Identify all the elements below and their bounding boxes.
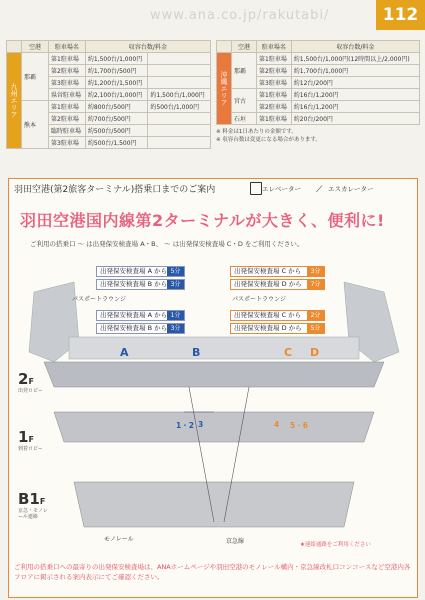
bar-time: 5分 bbox=[167, 267, 184, 276]
table-cell: 県営駐車場 bbox=[49, 89, 86, 101]
table-cell: 約12台/200円 bbox=[291, 77, 419, 89]
floor-b1f: B1F bbox=[18, 490, 46, 508]
floor-1f: 1F bbox=[18, 428, 34, 446]
table-cell: 約1,500台/1,000円 bbox=[148, 89, 211, 101]
floor-b1f-label: 京急・モノレール連絡 bbox=[18, 508, 48, 520]
security-bar-a-1 bbox=[96, 266, 185, 277]
bar-label: 出発保安検査場 A から bbox=[100, 311, 168, 319]
escalator-icon: ⟋ bbox=[316, 185, 323, 195]
table-cell: 約500台/1,000円 bbox=[148, 101, 211, 113]
right-parking-table bbox=[216, 40, 420, 144]
table-cell bbox=[148, 53, 211, 65]
table-cell: 第1駐車場 bbox=[257, 53, 292, 65]
monorail-label: モノレール bbox=[104, 536, 134, 543]
table-cell: 第1駐車場 bbox=[257, 113, 292, 125]
bar-time: 3分 bbox=[167, 280, 184, 289]
table-cell: 第3駐車場 bbox=[49, 137, 86, 149]
counter-5-6: 5・6 bbox=[290, 421, 308, 430]
table-cell: 第1駐車場 bbox=[257, 89, 292, 101]
gate-letter-b: B bbox=[192, 346, 201, 359]
floor-2f: 2F bbox=[18, 370, 34, 388]
table-cell bbox=[148, 65, 211, 77]
table-cell: 第2駐車場 bbox=[49, 113, 86, 125]
security-bar-c-2 bbox=[230, 310, 325, 321]
table-cell: 約1,200台/1,500円 bbox=[85, 77, 148, 89]
table-cell: 約16台/1,200円 bbox=[291, 89, 419, 101]
table-cell: 約20台/200円 bbox=[291, 113, 419, 125]
table-header bbox=[217, 41, 232, 53]
note-line: ※ 料金は1日あたりの金額です。 bbox=[216, 129, 297, 135]
table-cell: 第1駐車場 bbox=[49, 101, 86, 113]
left-parking-table bbox=[6, 40, 211, 149]
security-bar-b-1 bbox=[96, 279, 185, 290]
site-url-watermark: www.ana.co.jp/rakutabi/ bbox=[150, 8, 330, 23]
table-cell: 約2,100台/1,000円 bbox=[85, 89, 148, 101]
bar-time: 7分 bbox=[307, 280, 324, 289]
guide-title: 羽田空港(第2旅客ターミナル)搭乗口までのご案内 bbox=[14, 185, 216, 195]
table-cell: 約1,500台/1,000円 bbox=[85, 53, 148, 65]
table-cell: 約1,500台/1,000円(12時間以上/2,000円) bbox=[291, 53, 419, 65]
floor-2f-label: 出発ロビー bbox=[18, 388, 43, 394]
table-row bbox=[217, 53, 420, 65]
table-header: 収容台数/料金 bbox=[291, 41, 419, 53]
table-notes bbox=[216, 128, 420, 144]
bar-label: 出発保安検査場 D から bbox=[234, 280, 302, 288]
bar-time: 3分 bbox=[167, 324, 184, 333]
table-header: 空港 bbox=[232, 41, 257, 53]
table-cell: 約700台/500円 bbox=[85, 113, 148, 125]
keikyu-label: 京急線 bbox=[226, 538, 245, 545]
floor-1f-label: 到着ロビー bbox=[18, 446, 43, 452]
page-number: 112 bbox=[376, 0, 425, 30]
table-cell: 約500台/1,500円 bbox=[85, 137, 148, 149]
bar-label: 出発保安検査場 B から bbox=[100, 280, 168, 288]
table-cell bbox=[148, 77, 211, 89]
table-header: 収容台数/料金 bbox=[85, 41, 210, 53]
legend-elevator-label: エレベーター bbox=[262, 185, 301, 193]
table-cell: 約16台/1,200円 bbox=[291, 101, 419, 113]
table-cell: 第2駐車場 bbox=[257, 65, 292, 77]
table-cell: 約1,700台/500円 bbox=[85, 65, 148, 77]
table-cell: 第3駐車場 bbox=[257, 77, 292, 89]
table-cell bbox=[148, 113, 211, 125]
table-row bbox=[217, 113, 420, 125]
table-header bbox=[7, 41, 22, 53]
b1-note: ★連絡通路をご利用ください bbox=[300, 542, 371, 548]
note-line: ※ 収容台数は変更になる場合があります。 bbox=[216, 137, 321, 143]
bar-label: 出発保安検査場 C から bbox=[234, 267, 302, 275]
passport-lounge-left: パスポートラウンジ bbox=[72, 296, 126, 303]
table-cell: 第2駐車場 bbox=[257, 101, 292, 113]
security-bar-b-2 bbox=[96, 323, 185, 334]
airport-cell: 宮古 bbox=[232, 89, 257, 113]
table-row bbox=[7, 53, 211, 65]
airport-cell: 那覇 bbox=[22, 53, 49, 101]
table-header: 駐車場名 bbox=[49, 41, 86, 53]
table-cell: 約800台/500円 bbox=[85, 101, 148, 113]
table-cell bbox=[148, 137, 211, 149]
bar-label: 出発保安検査場 A から bbox=[100, 267, 168, 275]
region-label: 沖縄エリア bbox=[217, 53, 232, 125]
table-cell: 約500台/500円 bbox=[85, 125, 148, 137]
table-cell: 第3駐車場 bbox=[49, 77, 86, 89]
airport-cell: 熊本 bbox=[22, 101, 49, 149]
guide-footnote: ご利用の搭乗口への最寄りの出発保安検査場は、ANAホームページや羽田空港のモノレール構内・京急線改札口コンコースなど空港内各フロアに掲示される案内表示にてご確認ください。 bbox=[14, 563, 411, 581]
passport-lounge-right: パスポートラウンジ bbox=[232, 296, 286, 303]
bar-time: 5分 bbox=[307, 324, 324, 333]
counter-3: 3 bbox=[198, 420, 204, 429]
bar-label: 出発保安検査場 C から bbox=[234, 311, 302, 319]
table-header: 空港 bbox=[22, 41, 49, 53]
table-row bbox=[7, 101, 211, 113]
bar-label: 出発保安検査場 D から bbox=[234, 324, 302, 332]
gate-letter-d: D bbox=[310, 346, 320, 359]
security-bar-a-2 bbox=[96, 310, 185, 321]
airport-cell: 石垣 bbox=[232, 113, 257, 125]
table-header: 駐車場名 bbox=[257, 41, 292, 53]
table-cell bbox=[148, 125, 211, 137]
table-cell: 約1,700台/1,000円 bbox=[291, 65, 419, 77]
gate-letter-c: C bbox=[284, 346, 293, 359]
airport-cell: 那覇 bbox=[232, 53, 257, 89]
table-cell: 臨時駐車場 bbox=[49, 125, 86, 137]
bar-time: 2分 bbox=[307, 311, 324, 320]
table-cell: 第1駐車場 bbox=[49, 53, 86, 65]
elevator-icon bbox=[250, 182, 262, 195]
security-bar-c-1 bbox=[230, 266, 325, 277]
table-cell: 第2駐車場 bbox=[49, 65, 86, 77]
counter-4: 4 bbox=[274, 420, 280, 429]
security-bar-d-1 bbox=[230, 279, 325, 290]
gate-note: ご利用の搭乗口 ～ は出発保安検査場 A・B、 ～ は出発保安検査場 C・D をご利用ください。 bbox=[30, 240, 304, 248]
counter-1-2: 1・2 bbox=[176, 421, 194, 430]
bar-time: 1分 bbox=[167, 311, 184, 320]
security-bar-d-2 bbox=[230, 323, 325, 334]
region-label: 九州エリア bbox=[7, 53, 22, 149]
bar-time: 3分 bbox=[307, 267, 324, 276]
legend-escalator-label: エスカレーター bbox=[328, 185, 374, 193]
gate-letter-a: A bbox=[120, 346, 129, 359]
bar-label: 出発保安検査場 B から bbox=[100, 324, 168, 332]
headline: 羽田空港国内線第2ターミナルが大きく、便利に! bbox=[20, 211, 385, 230]
table-row bbox=[217, 89, 420, 101]
